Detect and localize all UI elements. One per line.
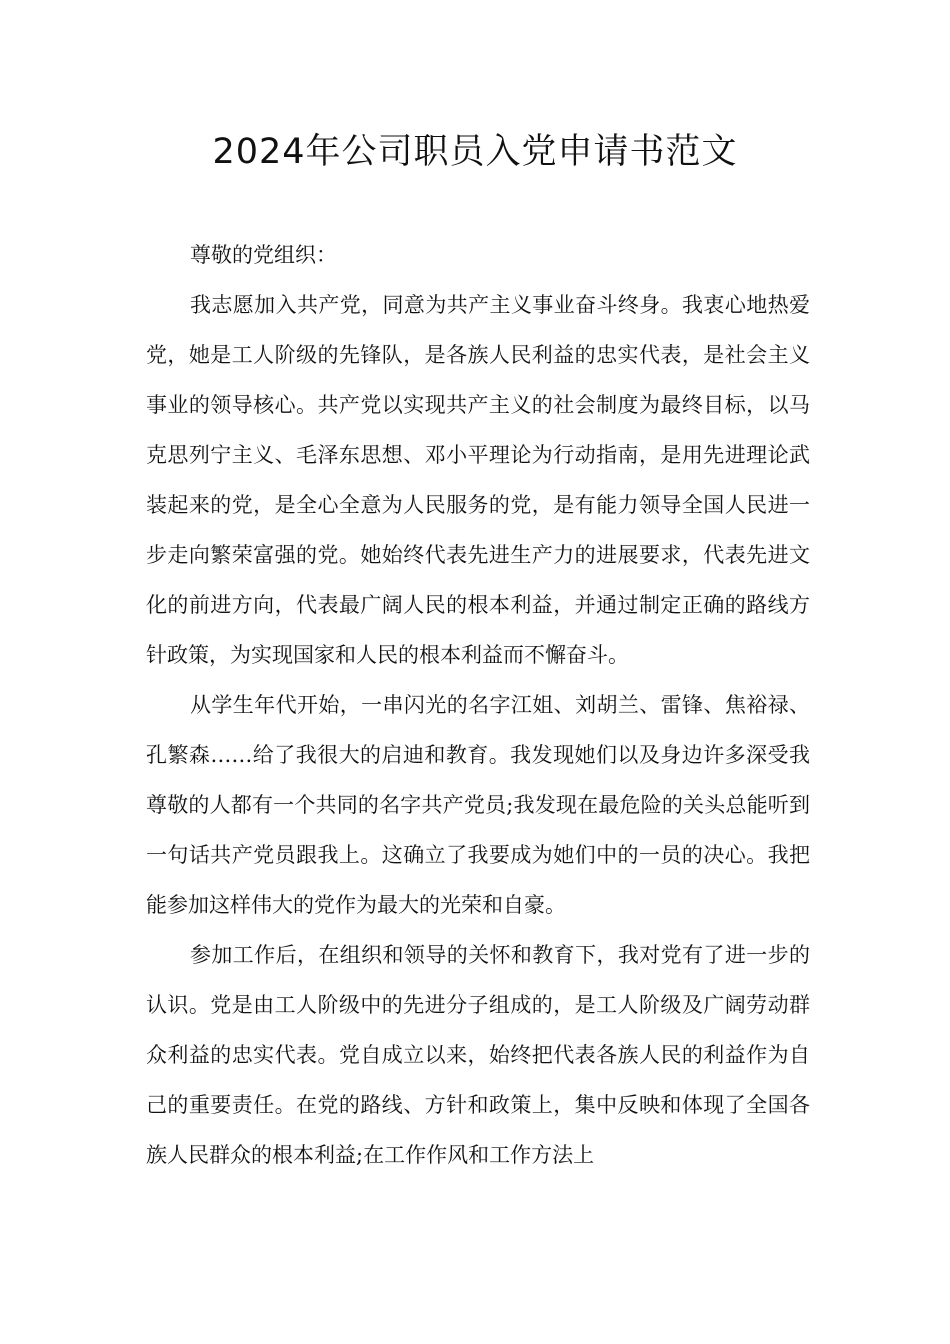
salutation: 尊敬的党组织： — [190, 243, 337, 267]
paragraph-2: 从学生年代开始，一串闪光的名字江姐、刘胡兰、雷锋、焦裕禄、孔繁森……给了我很大的启迪和教育。我发现她们以及身边许多深受我尊敬的人都有一个共同的名字共产党员;我发现在最危险的关头总能听到一句话共产党员跟我上。这确立了我要成为她们中的一员的决心。我把能参加这样伟大的党作为最大的光荣和自豪。 — [146, 693, 810, 917]
document-body — [146, 230, 810, 1180]
document-title: 2024年公司职员入党申请书范文 — [212, 132, 738, 172]
paragraph-1: 我志愿加入共产党，同意为共产主义事业奋斗终身。我衷心地热爱党，她是工人阶级的先锋队，是各族人民利益的忠实代表，是社会主义事业的领导核心。共产党以实现共产主义的社会制度为最终目标，以马克思列宁主义、毛泽东思想、邓小平理论为行动指南，是用先进理论武装起来的党，是全心全意为人民服务的党，是有能力领导全国人民进一步走向繁荣富强的党。她始终代表先进生产力的进展要求，代表先进文化的前进方向，代表最广阔人民的根本利益，并通过制定正确的路线方针政策，为实现国家和人民的根本利益而不懈奋斗。 — [146, 293, 810, 667]
paragraph-3: 参加工作后，在组织和领导的关怀和教育下，我对党有了进一步的认识。党是由工人阶级中的先进分子组成的，是工人阶级及广阔劳动群众利益的忠实代表。党自成立以来，始终把代表各族人民的利益作为自己的重要责任。在党的路线、方针和政策上，集中反映和体现了全国各族人民群众的根本利益;在工作作风和工作方法上 — [146, 943, 810, 1167]
